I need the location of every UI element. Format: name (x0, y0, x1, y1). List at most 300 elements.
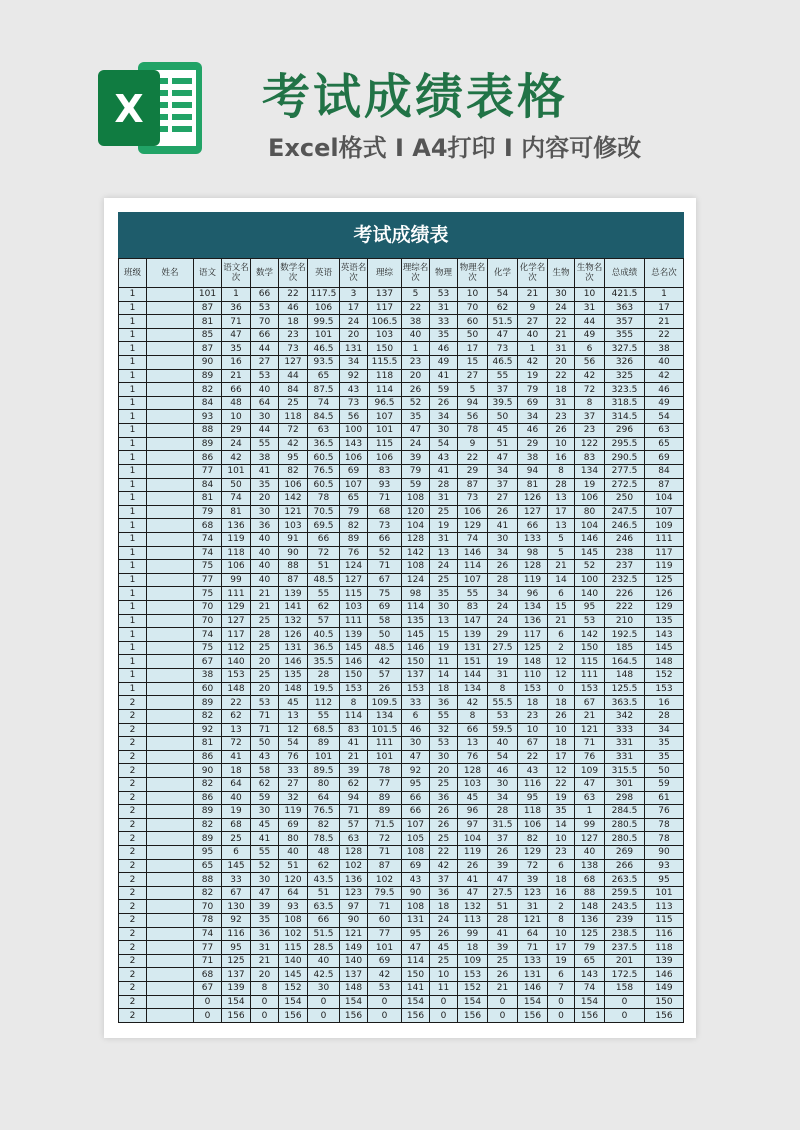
table-row (119, 505, 684, 519)
table-cell: 66 (308, 532, 340, 546)
table-row (119, 737, 684, 751)
table-cell: 71 (251, 723, 279, 737)
table-cell: 2 (119, 737, 147, 751)
table-cell: 1 (119, 301, 147, 315)
table-row (119, 546, 684, 560)
table-cell: 95 (279, 451, 308, 465)
table-cell: 15 (548, 601, 575, 615)
table-cell: 143 (575, 968, 605, 982)
table-cell: 81 (194, 315, 222, 329)
table-cell: 115.5 (368, 356, 402, 370)
table-cell: 363.5 (605, 696, 645, 710)
table-cell: 1 (119, 356, 147, 370)
table-cell: 325 (605, 369, 645, 383)
table-cell: 110 (518, 669, 548, 683)
table-cell: 62 (251, 777, 279, 791)
table-cell: 35 (645, 750, 684, 764)
table-cell: 13 (222, 723, 251, 737)
table-cell: 55.5 (488, 696, 518, 710)
table-cell: 28 (645, 709, 684, 723)
table-cell: 115 (279, 941, 308, 955)
table-cell: 131 (340, 342, 368, 356)
table-cell (147, 818, 194, 832)
table-cell: 10 (458, 288, 488, 302)
table-cell: 40 (518, 328, 548, 342)
table-cell: 238 (605, 546, 645, 560)
table-cell: 24 (430, 560, 458, 574)
table-cell: 25 (430, 573, 458, 587)
table-cell: 38 (645, 342, 684, 356)
table-cell: 47 (488, 451, 518, 465)
table-cell: 69.5 (308, 519, 340, 533)
table-cell: 114 (340, 709, 368, 723)
table-cell (147, 315, 194, 329)
table-cell: 29 (222, 424, 251, 438)
table-cell: 53 (251, 301, 279, 315)
table-row (119, 628, 684, 642)
table-cell: 10 (548, 437, 575, 451)
table-cell: 31 (575, 301, 605, 315)
table-row (119, 478, 684, 492)
table-row (119, 886, 684, 900)
table-cell: 247.5 (605, 505, 645, 519)
table-cell: 68 (575, 873, 605, 887)
table-cell: 38 (194, 669, 222, 683)
table-cell: 0 (308, 1009, 340, 1023)
table-cell: 44 (575, 315, 605, 329)
table-cell: 129 (645, 601, 684, 615)
table-cell: 125 (518, 641, 548, 655)
table-cell: 66 (458, 723, 488, 737)
table-cell: 55 (308, 587, 340, 601)
table-cell: 138 (575, 859, 605, 873)
table-cell: 8 (458, 709, 488, 723)
table-cell: 95 (402, 927, 430, 941)
table-cell: 24 (488, 614, 518, 628)
table-cell: 135 (645, 614, 684, 628)
table-cell: 47 (575, 777, 605, 791)
table-cell: 43.5 (308, 873, 340, 887)
table-cell: 74 (194, 628, 222, 642)
table-cell (147, 791, 194, 805)
table-cell: 16 (645, 696, 684, 710)
table-cell: 1 (119, 655, 147, 669)
column-header: 姓名 (147, 259, 194, 288)
table-cell: 43 (518, 764, 548, 778)
table-cell: 82 (279, 464, 308, 478)
table-cell: 6 (222, 845, 251, 859)
table-cell: 36 (430, 696, 458, 710)
table-cell: 5 (548, 546, 575, 560)
table-cell: 88 (194, 873, 222, 887)
table-cell: 70 (194, 601, 222, 615)
table-cell: 1 (119, 478, 147, 492)
table-cell: 129 (222, 601, 251, 615)
table-cell: 78 (308, 492, 340, 506)
table-cell: 31 (430, 532, 458, 546)
table-cell: 30 (488, 777, 518, 791)
table-row (119, 614, 684, 628)
table-cell: 71 (222, 315, 251, 329)
table-cell: 89 (340, 532, 368, 546)
table-row (119, 383, 684, 397)
table-cell: 60 (368, 914, 402, 928)
table-cell: 25 (430, 832, 458, 846)
table-cell: 87.5 (308, 383, 340, 397)
table-cell: 8 (575, 396, 605, 410)
table-cell: 63 (308, 424, 340, 438)
table-cell: 33 (222, 873, 251, 887)
table-cell: 35 (548, 805, 575, 819)
table-cell: 0 (430, 995, 458, 1009)
table-cell: 76.5 (308, 805, 340, 819)
table-cell: 109 (575, 764, 605, 778)
table-cell: 1 (119, 573, 147, 587)
table-cell: 226 (605, 587, 645, 601)
table-cell: 69 (279, 818, 308, 832)
table-cell: 120 (402, 505, 430, 519)
table-cell: 145 (222, 859, 251, 873)
table-cell: 69 (368, 954, 402, 968)
table-cell: 32 (430, 723, 458, 737)
table-cell: 2 (119, 723, 147, 737)
table-cell: 153 (645, 682, 684, 696)
table-cell: 99.5 (308, 315, 340, 329)
table-cell: 35 (251, 914, 279, 928)
table-cell: 86 (194, 451, 222, 465)
table-cell: 65 (308, 369, 340, 383)
table-cell: 54 (279, 737, 308, 751)
table-cell: 41 (251, 464, 279, 478)
table-cell: 314.5 (605, 410, 645, 424)
table-cell: 0 (548, 995, 575, 1009)
table-cell: 80 (308, 777, 340, 791)
table-cell: 357 (605, 315, 645, 329)
table-cell: 49 (575, 328, 605, 342)
table-cell: 50 (458, 328, 488, 342)
table-cell (147, 723, 194, 737)
table-cell (147, 805, 194, 819)
table-cell: 72 (575, 383, 605, 397)
table-cell: 71 (194, 954, 222, 968)
table-cell: 58 (368, 614, 402, 628)
table-cell: 331 (605, 737, 645, 751)
table-cell: 97 (458, 818, 488, 832)
table-cell: 2 (119, 927, 147, 941)
table-row (119, 573, 684, 587)
table-cell (147, 614, 194, 628)
table-cell: 28.5 (308, 941, 340, 955)
table-cell: 148 (340, 982, 368, 996)
table-cell: 141 (279, 601, 308, 615)
table-cell: 43 (340, 383, 368, 397)
table-cell: 115 (340, 587, 368, 601)
table-row (119, 709, 684, 723)
table-row (119, 900, 684, 914)
table-cell: 64 (518, 927, 548, 941)
table-cell: 148 (575, 900, 605, 914)
table-cell: 76 (279, 750, 308, 764)
table-cell: 210 (605, 614, 645, 628)
table-cell: 277.5 (605, 464, 645, 478)
table-cell: 12 (548, 655, 575, 669)
table-cell: 26 (430, 396, 458, 410)
table-cell: 31 (430, 492, 458, 506)
table-cell (147, 682, 194, 696)
table-cell: 25 (430, 505, 458, 519)
table-cell: 5 (458, 383, 488, 397)
table-cell: 118 (368, 369, 402, 383)
table-cell: 27.5 (488, 886, 518, 900)
table-cell: 132 (458, 900, 488, 914)
table-cell: 42 (430, 859, 458, 873)
table-cell: 80 (279, 832, 308, 846)
table-cell: 78 (645, 818, 684, 832)
table-cell: 6 (548, 859, 575, 873)
table-cell: 71 (368, 492, 402, 506)
table-cell: 70.5 (308, 505, 340, 519)
table-cell: 79 (575, 941, 605, 955)
table-cell: 13 (548, 519, 575, 533)
table-cell: 102 (368, 873, 402, 887)
table-cell: 82 (194, 383, 222, 397)
table-cell: 13 (430, 614, 458, 628)
table-cell: 22 (645, 328, 684, 342)
table-cell: 69 (402, 859, 430, 873)
table-cell: 71 (340, 805, 368, 819)
table-cell: 139 (458, 628, 488, 642)
table-cell: 104 (575, 519, 605, 533)
table-cell: 154 (575, 995, 605, 1009)
table-cell: 108 (279, 914, 308, 928)
table-cell: 81 (518, 478, 548, 492)
table-cell: 147 (458, 614, 488, 628)
table-cell: 145 (279, 968, 308, 982)
table-cell: 46.5 (488, 356, 518, 370)
table-cell: 40 (251, 560, 279, 574)
table-cell (147, 900, 194, 914)
table-cell: 2 (119, 818, 147, 832)
table-cell: 0 (605, 1009, 645, 1023)
table-cell: 52 (368, 546, 402, 560)
table-cell: 20 (251, 655, 279, 669)
table-cell: 1 (119, 628, 147, 642)
table-cell: 52 (575, 560, 605, 574)
table-cell: 28 (488, 914, 518, 928)
table-cell: 36.5 (308, 641, 340, 655)
table-cell: 90 (645, 845, 684, 859)
table-cell (147, 750, 194, 764)
table-cell: 13 (458, 737, 488, 751)
table-cell: 68 (194, 519, 222, 533)
table-cell: 232.5 (605, 573, 645, 587)
table-cell: 2 (119, 791, 147, 805)
table-cell: 13 (430, 546, 458, 560)
table-cell: 78 (368, 764, 402, 778)
table-cell: 1 (518, 342, 548, 356)
table-cell: 158 (605, 982, 645, 996)
table-cell: 17 (340, 301, 368, 315)
table-cell: 5 (548, 532, 575, 546)
table-cell: 243.5 (605, 900, 645, 914)
table-cell: 83 (575, 451, 605, 465)
table-cell (147, 301, 194, 315)
table-cell: 40 (251, 573, 279, 587)
table-cell: 1 (119, 410, 147, 424)
table-cell: 76.5 (308, 464, 340, 478)
table-cell: 87 (194, 342, 222, 356)
table-cell: 154 (518, 995, 548, 1009)
table-cell: 102 (279, 927, 308, 941)
table-cell: 17 (548, 941, 575, 955)
table-cell: 301 (605, 777, 645, 791)
table-cell: 95 (518, 791, 548, 805)
table-cell: 280.5 (605, 818, 645, 832)
table-cell: 36 (251, 927, 279, 941)
table-cell: 99 (458, 927, 488, 941)
table-cell (147, 669, 194, 683)
table-cell: 109 (458, 954, 488, 968)
table-cell (147, 886, 194, 900)
table-cell: 73 (340, 396, 368, 410)
table-cell: 33 (279, 764, 308, 778)
table-cell: 46 (279, 301, 308, 315)
table-cell: 67 (194, 655, 222, 669)
table-cell: 76 (575, 750, 605, 764)
table-cell: 77 (194, 464, 222, 478)
table-cell: 101 (222, 464, 251, 478)
table-cell: 142 (279, 492, 308, 506)
table-cell: 42 (518, 356, 548, 370)
table-cell: 101 (308, 750, 340, 764)
table-cell: 88 (194, 424, 222, 438)
table-cell: 16 (548, 451, 575, 465)
table-cell: 30 (251, 410, 279, 424)
table-cell: 62 (308, 859, 340, 873)
table-cell: 95 (575, 601, 605, 615)
table-cell: 5 (402, 288, 430, 302)
table-cell: 72 (518, 859, 548, 873)
table-cell: 0 (605, 995, 645, 1009)
table-cell: 1 (119, 315, 147, 329)
table-cell: 137 (402, 669, 430, 683)
table-cell: 25 (251, 669, 279, 683)
table-cell: 25 (251, 641, 279, 655)
table-cell (147, 832, 194, 846)
table-cell: 164.5 (605, 655, 645, 669)
table-cell: 154 (279, 995, 308, 1009)
table-cell: 78.5 (308, 832, 340, 846)
table-cell: 151 (458, 655, 488, 669)
table-cell: 18 (548, 873, 575, 887)
table-cell: 129 (518, 845, 548, 859)
table-cell: 101 (308, 328, 340, 342)
table-cell: 135 (279, 669, 308, 683)
table-cell: 72 (279, 424, 308, 438)
table-cell: 117 (222, 628, 251, 642)
table-cell: 87 (458, 478, 488, 492)
table-cell: 114 (402, 954, 430, 968)
table-cell: 1 (575, 805, 605, 819)
table-cell: 89 (194, 369, 222, 383)
table-cell: 2 (119, 1009, 147, 1023)
table-cell: 2 (119, 886, 147, 900)
table-cell: 92 (340, 369, 368, 383)
table-cell: 53 (368, 982, 402, 996)
table-cell: 127 (575, 832, 605, 846)
table-cell: 318.5 (605, 396, 645, 410)
table-cell: 81 (222, 505, 251, 519)
table-cell: 26 (488, 560, 518, 574)
table-cell: 156 (645, 1009, 684, 1023)
table-cell: 0 (488, 1009, 518, 1023)
table-cell: 64 (222, 777, 251, 791)
table-cell: 31 (488, 669, 518, 683)
table-cell: 50 (488, 410, 518, 424)
table-cell: 56 (458, 410, 488, 424)
table-cell: 38 (518, 451, 548, 465)
table-cell: 111 (368, 737, 402, 751)
table-cell: 43 (430, 451, 458, 465)
table-cell: 2 (119, 764, 147, 778)
table-cell: 117 (518, 628, 548, 642)
table-cell (147, 464, 194, 478)
table-cell (147, 641, 194, 655)
table-cell: 41 (430, 369, 458, 383)
table-cell: 28 (488, 573, 518, 587)
table-cell: 66 (251, 328, 279, 342)
table-cell: 7 (548, 982, 575, 996)
table-cell: 40 (279, 845, 308, 859)
table-cell: 12 (548, 764, 575, 778)
table-cell (147, 914, 194, 928)
table-row (119, 845, 684, 859)
table-cell: 14 (548, 573, 575, 587)
table-cell: 36.5 (308, 437, 340, 451)
table-cell: 136 (575, 914, 605, 928)
table-cell: 48 (222, 396, 251, 410)
table-cell: 90 (194, 356, 222, 370)
table-cell: 10 (222, 410, 251, 424)
table-cell: 1 (119, 587, 147, 601)
column-header: 总成绩 (605, 259, 645, 288)
sheet-title: 考试成绩表 (118, 212, 684, 258)
table-cell: 41 (458, 873, 488, 887)
table-cell: 237 (605, 560, 645, 574)
table-cell: 30 (430, 750, 458, 764)
table-cell: 8 (548, 464, 575, 478)
table-cell: 146 (575, 532, 605, 546)
table-cell: 116 (222, 927, 251, 941)
table-cell: 1 (119, 464, 147, 478)
table-cell: 34 (488, 587, 518, 601)
table-cell: 63 (645, 424, 684, 438)
table-cell: 118 (645, 941, 684, 955)
table-cell: 47 (222, 328, 251, 342)
table-cell: 124 (402, 573, 430, 587)
table-cell: 31.5 (488, 818, 518, 832)
table-cell: 26 (430, 818, 458, 832)
table-cell: 96 (518, 587, 548, 601)
table-cell: 42 (368, 968, 402, 982)
table-cell: 30 (251, 805, 279, 819)
table-cell (147, 396, 194, 410)
table-cell: 21 (518, 288, 548, 302)
table-cell: 89 (194, 696, 222, 710)
table-cell: 59 (645, 777, 684, 791)
table-cell: 19 (430, 519, 458, 533)
table-cell: 40.5 (308, 628, 340, 642)
